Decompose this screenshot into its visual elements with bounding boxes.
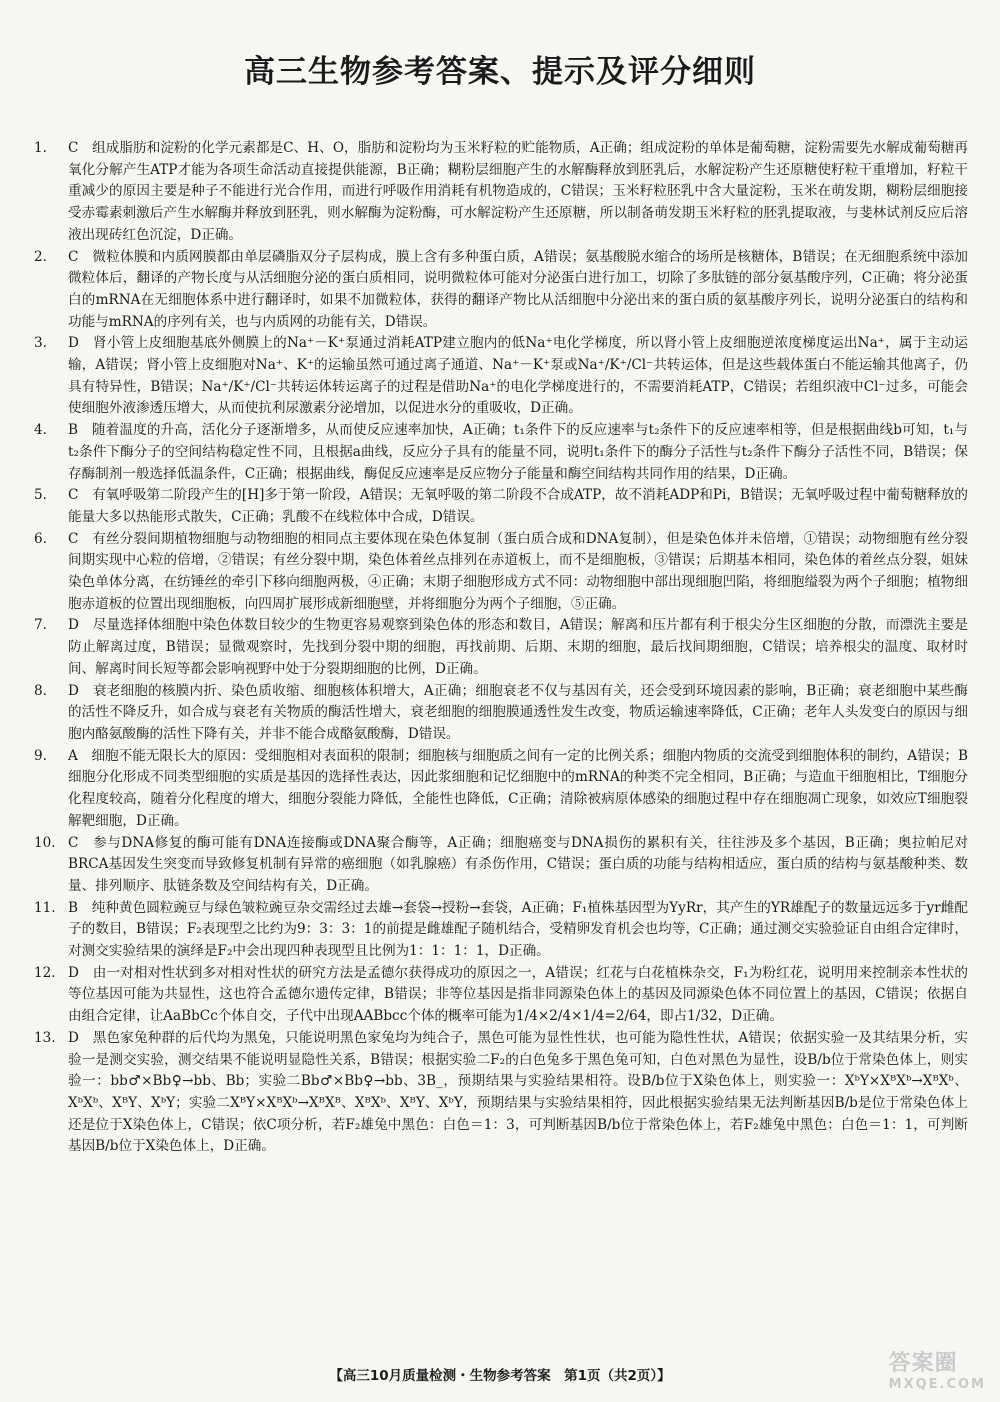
answer-number: 5. xyxy=(34,487,47,504)
answer-item xyxy=(34,529,968,616)
answer-choice: D xyxy=(68,617,79,634)
answer-number: 4. xyxy=(34,422,47,439)
answer-number: 6. xyxy=(34,530,47,547)
answer-explanation: 组成脂肪和淀粉的化学元素都是C、H、O，脂肪和淀粉均为玉米籽粒的贮能物质，A正确；组成淀粉的单体是葡萄糖，淀粉需要先水解成葡萄糖再氧化分解产生ATP才能为各项生命活动直接提供能源，B正确；糊粉层细胞产生的水解酶释放到胚乳后，水解淀粉产生还原糖使籽粒干重增加，籽粒干重减少的原因主要是种子不能进行光合作用，而进行呼吸作用消耗有机物造成的，C错误；玉米籽粒胚乳中含大量淀粉，玉米在萌发期，糊粉层细胞接受赤霉素刺激后产生水解酶并释放到胚乳，则水解酶为淀粉酶，可水解淀粉产生还原糖，所以制备萌发期玉米籽粒的胚乳提取液，与斐林试剂反应后溶液出现砖红色沉淀，D正确。 xyxy=(68,140,968,243)
answer-number: 1. xyxy=(34,140,47,156)
answer-number: 2. xyxy=(34,248,47,265)
watermark-logo xyxy=(889,1346,986,1392)
answer-item xyxy=(34,420,968,485)
answer-number: 10. xyxy=(34,834,56,851)
answer-choice: C xyxy=(68,140,79,156)
answer-choice: C xyxy=(68,530,79,547)
answer-item xyxy=(34,615,968,680)
answer-explanation: 衰老细胞的核膜内折、染色质收缩、细胞核体积增大，A正确；细胞衰老不仅与基因有关，还会受到环境因素的影响，B正确；衰老细胞中某些酶的活性不降反升，如合成与衰老有关物质的酶活性增大，衰老细胞的细胞膜通透性发生改变，物质运输速率降低，C正确；老年人头发变白的原因与细胞内酪氨酸酶的活性下降有关，并非不能合成酪氨酸酶，D错误。 xyxy=(68,682,968,742)
answer-explanation: 参与DNA修复的酶可能有DNA连接酶或DNA聚合酶等，A正确；细胞癌变与DNA损伤的累积有关，往往涉及多个基因，B正确；奥拉帕尼对BRCA基因发生突变而导致修复机制有异常的癌细胞（如乳腺癌）有杀伤作用，C错误；蛋白质的功能与结构相适应，蛋白质的结构与氨基酸种类、数量、排列顺序、肽链条数及空间结构有关，D正确。 xyxy=(68,834,968,894)
answer-choice: B xyxy=(68,422,78,439)
answer-item xyxy=(34,746,968,833)
answer-choice: D xyxy=(68,964,79,981)
answer-item xyxy=(34,963,968,1028)
answer-list xyxy=(34,138,968,1158)
answer-explanation: 肾小管上皮细胞基底外侧膜上的Na⁺－K⁺泵通过消耗ATP建立胞内的低Na⁺电化学梯度，所以肾小管上皮细胞逆浓度梯度运出Na⁺，属于主动运输，A错误；肾小管上皮细胞对Na⁺、K⁺的运输虽然可通过离子通道、Na⁺－K⁺泵或Na⁺/K⁺/Cl⁻共转运体，但是这些载体蛋白不能运输其他离子，仍具有特异性，B错误；Na⁺/K⁺/Cl⁻共转运体转运离子的过程是借助Na⁺的电化学梯度进行的，不需要消耗ATP，C错误；若组织液中Cl⁻过多，可能会使细胞外液渗透压增大，从而使抗利尿激素分泌增加，以促进水分的重吸收，D正确。 xyxy=(68,335,968,417)
answer-explanation: 黑色家兔种群的后代均为黑兔，只能说明黑色家兔均为纯合子，黑色可能为显性性状，也可能为隐性性状，A错误；依据实验一及其结果分析，实验一是测交实验，测交结果不能说明显隐性关系，B错误；根据实验二F₂的白色兔多于黑色兔可知，白色对黑色为显性，设B/b位于常染色体上，则实验一：bb♂×Bb♀→bb、Bb；实验二Bb♂×Bb♀→bb、3B_，预期结果与实验结果相符。设B/b位于X染色体上，则实验一：XᵇY×XᴮXᵇ→XᴮXᵇ、XᵇXᵇ、XᴮY、XᵇY；实验二XᴮY×XᴮXᵇ→XᴮXᴮ、XᴮXᵇ、XᴮY、XᵇY，预期结果与实验结果相符，因此根据实验结果无法判断基因B/b是位于常染色体上还是位于X染色体上，C错误；依C项分析，若F₂雄兔中黑色：白色＝1：3，可判断基因B/b位于常染色体上，若F₂雄兔中黑色：白色＝1：1，可判断基因B/b位于X染色体上，D正确。 xyxy=(68,1029,969,1155)
answer-item xyxy=(34,333,968,420)
answer-explanation: 尽量选择体细胞中染色体数目较少的生物更容易观察到染色体的形态和数目，A错误；解离和压片都有利于根尖分生区细胞的分散，而漂洗主要是防止解离过度，B错误；显微观察时，先找到分裂中期的细胞，再找前期、后期、末期的细胞，最后找间期细胞，C错误；培养根尖的温度、取材时间、解离时间长短等都会影响视野中处于分裂期细胞的比例，D正确。 xyxy=(68,617,969,677)
answer-explanation: 微粒体膜和内质网膜都由单层磷脂双分子层构成，膜上含有多种蛋白质，A错误；氨基酸脱水缩合的场所是核糖体，B错误；在无细胞系统中添加微粒体后，翻译的产物长度与从活细胞分泌的蛋白质相同，说明微粒体可能对分泌蛋白进行加工，切除了多肽链的部分氨基酸序列，C正确；将分泌蛋白的mRNA在无细胞体系中进行翻译时，如果不加微粒体，获得的翻译产物比从活细胞中分泌出来的蛋白质的氨基酸序列长，说明分泌蛋白的结构和功能与mRNA的序列有关，也与内质网的功能有关，D错误。 xyxy=(68,248,968,330)
answer-choice: D xyxy=(68,682,79,699)
answer-number: 3. xyxy=(34,335,47,352)
answer-number: 7. xyxy=(34,617,47,634)
answer-item xyxy=(34,247,968,334)
answer-explanation: 有氧呼吸第二阶段产生的[H]多于第一阶段，A错误；无氧呼吸的第二阶段不合成ATP，故不消耗ADP和Pi，B错误；无氧呼吸过程中葡萄糖释放的能量大多以热能形式散失，C正确；乳酸不在线粒体中合成，D错误。 xyxy=(68,487,968,525)
watermark-brand: 答案圈 xyxy=(888,1351,958,1376)
page-title: 高三生物参考答案、提示及评分细则 xyxy=(244,54,756,90)
answer-item xyxy=(34,681,968,746)
answer-choice: A xyxy=(68,747,78,764)
answer-choice: D xyxy=(68,335,79,352)
answer-number: 11. xyxy=(34,899,56,916)
answer-choice: C xyxy=(68,248,79,265)
answer-number: 8. xyxy=(34,682,47,699)
answer-item xyxy=(34,833,968,898)
answer-explanation: 细胞不能无限长大的原因：受细胞相对表面积的限制；细胞核与细胞质之间有一定的比例关系；细胞内物质的交流受到细胞体积的制约，A错误；B细胞分化形成不同类型细胞的实质是基因的选择性表达，因此浆细胞和记忆细胞中的mRNA的种类不完全相同，B正确；与造血干细胞相比，T细胞分化程度较高，随着分化程度的增大，细胞分裂能力降低，全能性也降低，C正确；清除被病原体感染的细胞过程中存在细胞凋亡现象，如效应T细胞裂解靶细胞，D正确。 xyxy=(68,747,968,829)
answer-explanation: 由一对相对性状到多对相对性状的研究方法是孟德尔获得成功的原因之一，A错误；红花与白花植株杂交，F₁为粉红花，说明用来控制亲本性状的等位基因可能为共显性，这也符合孟德尔遗传定律，B错误；非等位基因是指非同源染色体上的基因及同源染色体不同位置上的基因，C错误；依据自由组合定律，让AaBbCc个体自交，子代中出现AABbcc个体的概率可能为1/4×2/4×1/4=2/64，即占1/32，D正确。 xyxy=(68,964,968,1025)
answer-number: 12. xyxy=(34,964,56,981)
page-footer: 【高三10月质量检测・生物参考答案 第1页（共2页）】 xyxy=(329,1368,671,1384)
answer-choice: D xyxy=(68,1029,79,1046)
answer-item xyxy=(34,898,968,963)
answer-number: 9. xyxy=(34,747,47,764)
answer-item xyxy=(34,138,968,247)
answer-number: 13. xyxy=(34,1029,56,1046)
answer-choice: C xyxy=(68,487,79,504)
answer-item xyxy=(34,1028,968,1158)
answer-explanation: 有丝分裂间期植物细胞与动物细胞的相同点主要体现在染色体复制（蛋白质合成和DNA复制），但是染色体并未倍增，①错误；动物细胞有丝分裂间期实现中心粒的倍增，②错误；有丝分裂中期，染色体着丝点排列在赤道板上，而不是细胞板，③错误；后期基本相同，染色体的着丝点分裂，姐妹染色单体分离，在纺锤丝的牵引下移向细胞两极，④正确；末期子细胞形成方式不同：动物细胞中部出现细胞凹陷，将细胞缢裂为两个子细胞；植物细胞赤道板的位置出现细胞板，向四周扩展形成新细胞壁，并将细胞分为两个子细胞，⑤正确。 xyxy=(68,530,968,612)
answer-choice: B xyxy=(68,899,78,916)
answer-choice: C xyxy=(68,834,79,851)
answer-explanation: 纯种黄色圆粒豌豆与绿色皱粒豌豆杂交需经过去雄→套袋→授粉→套袋，A正确；F₁植株基因型为YyRr，其产生的YR雄配子的数量远远多于yr雌配子的数目，B错误；F₂表现型之比约为9：3：3：1的前提是雌雄配子随机结合，受精卵发育机会也均等，C正确；通过测交实验验证自由组合定律时，对测交实验结果的演绎是F₂中会出现四种表现型且比例为1：1：1：1，D正确。 xyxy=(68,899,969,960)
watermark-url: MXQE.COM xyxy=(888,1377,986,1392)
answer-item xyxy=(34,485,968,528)
answer-explanation: 随着温度的升高，活化分子逐渐增多，从而使反应速率加快，A正确；t₁条件下的反应速率与t₂条件下的反应速率相等，但是根据曲线b可知，t₁与t₂条件下酶分子的空间结构稳定性不同，且根据a曲线，反应分子具有的能量不同，说明t₁条件下的酶分子活性与t₂条件下酶分子活性不同，B错误；保存酶制剂一般选择低温条件，C正确；根据曲线，酶促反应速率是反应物分子能量和酶空间结构共同作用的结果，D正确。 xyxy=(68,422,968,482)
